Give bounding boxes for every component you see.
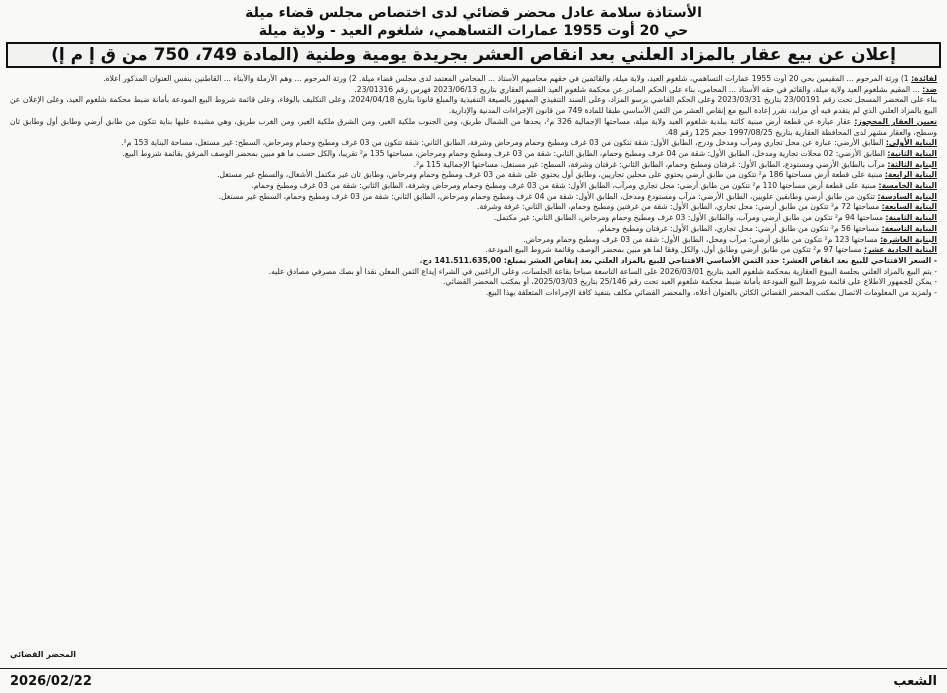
announcement-body — [10, 74, 937, 652]
text-building-7: مساحتها 72 م² تتكون من طابق أرضي: محل تجاري، الطابق الأول: شقة من غرفتين ومطبخ وحمام، الطابق الثاني: غرفة وشرفة. — [477, 202, 880, 212]
label-building-1: البناية الأولى: — [885, 138, 937, 148]
label-building-5: البناية الخامسة: — [878, 181, 937, 191]
bailiff-office-line: الأستاذة سلامة عادل محضر قضائي لدى اختصاص مجلس قضاء ميلة — [245, 5, 702, 21]
paragraph-building-6 — [10, 192, 937, 203]
paragraph-against — [10, 85, 937, 96]
paragraph-building-9 — [10, 224, 937, 235]
label-property: تعيين العقار المحجوز: — [854, 116, 937, 126]
paragraph-opening-price: - السعر الافتتاحي للبيع بعد انقاص العشر: حدد الثمن الأساسي الافتتاحي للبيع بالمزاد العلني بعد إنقاص العشر بمبلغ: 141.511.635,00 دج. — [419, 255, 937, 265]
footer-divider — [0, 668, 947, 669]
newspaper-name: الشعب — [893, 673, 937, 689]
text-building-3: مرآب بالطابق الأرضي ومستودع، الطابق الأول: غرفتان ومطبخ وحمام، الطابق الثاني: غرفتان وشرفة، السطح: غير مستغل، مساحتها الإجمالية 115 م². — [413, 159, 885, 169]
label-building-6: البناية السادسة: — [877, 191, 937, 201]
paragraph-building-11 — [10, 245, 937, 256]
paragraph-building-7 — [10, 202, 937, 213]
label-building-2: البناية الثانية: — [887, 148, 937, 158]
paragraph-beneficiaries — [10, 74, 937, 85]
label-building-4: البناية الرابعة: — [884, 170, 937, 180]
text-building-2: الطابق الأرضي: 02 محلات تجارية ومدخل، الطابق الأول: شقة من 04 غرف ومطبخ وحمام، الطابق الثاني: شقة من 03 غرف ومطبخ وحمام ومرحاض، مساحتها 135 م² تقريبا، والكل حسب ما هو مبين بمحضر الوصف المرفق بقائمة شروط البيع. — [122, 148, 885, 158]
label-building-7: البناية السابعة: — [881, 202, 937, 212]
text-building-8: مساحتها 94 م² تتكون من طابق أرضي ومرآب، والطابق الأول: 03 غرف ومطبخ وحمام ومرحاض، الطابق الثاني: غير مكتمل. — [493, 213, 884, 223]
text-building-11: مساحتها 97 م² تتكون من طابق أرضي وطابق أول، والكل وفقا لما هو مبين بمحضر الوصف وقائمة شروط البيع المودعة. — [485, 245, 862, 255]
bailiff-signature: المحضر القضائي — [10, 650, 77, 659]
label-building-9: البناية التاسعة: — [881, 223, 937, 233]
text-building-4: مبنية على قطعة أرض مساحتها 186 م² تتكون من طابق أرضي يحتوي على محلين تجاريين، وطابق أول يحتوي على شقة من 03 غرف ومطبخ وحمام ومرحاض، وطابق ثان غير مكتمل الأشغال، والسطح غير مستغل. — [217, 170, 883, 180]
label-building-8: البناية الثامنة: — [885, 213, 937, 223]
text-against: ... المقيم بشلغوم العيد ولاية ميلة، والقائم في حقه الأستاذ ... المحامي، بناء على الحكم الصادر عن محكمة شلغوم العيد القسم العقاري بتاريخ 2023/06/13 فهرس رقم 23/01316. — [354, 84, 920, 94]
paragraph-building-1 — [10, 138, 937, 149]
announcement-title: إعلان عن بيع عقار بالمزاد العلني بعد انقاص العشر بجريدة يومية وطنية (المادة 749، 750 من ق إ م إ) — [6, 42, 941, 68]
paragraph-contact: - ولمزيد من المعلومات الاتصال بمكتب المحضر القضائي الكائن بالعنوان أعلاه، والمحضر القضائي مكلف بتنفيذ كافة الإجراءات المتعلقة بهذا البيع. — [485, 288, 937, 298]
paragraph-building-3 — [10, 160, 937, 171]
paragraph-building-2 — [10, 149, 937, 160]
paragraph-legal-basis: بناء على المحضر المسجل تحت رقم 23/00191 بتاريخ 2023/03/31 وعلى الحكم القاضي برسو المزاد، وعلى السند التنفيذي الممهور بالصيغة التنفيذية والمبلغ قانونا بتاريخ 2024/04/18، وعلى التكليف بالوفاء، وعلى قائمة شروط البيع المودعة بأمانة ضبط محكمة شلغوم العيد، وعلى الإعلان عن البيع بالمزاد العلني الذي لم يتقدم فيه أي مزايد، تقرر إعادة البيع مع إنقاص العشر من الثمن الأساسي طبقا للمادة 749 من قانون الإجراءات المدنية والإدارية. — [10, 95, 937, 116]
office-header — [0, 4, 947, 40]
text-building-1: الطابق الأرضي: عبارة عن محل تجاري ومرآب ومدخل ودرج، الطابق الأول: شقة تتكون من 03 غرف ومطبخ وحمام ومرحاض وشرفة، الطابق الثاني: شقة تتكون من 03 غرف ومطبخ وحمام ومرحاض، السطح: غير مستغل، مساحة البناية 153 م². — [121, 138, 884, 148]
label-beneficiaries: لفائدة: — [911, 74, 937, 83]
text-building-6: تتكون من طابق أرضي وطابقين علويين، الطابق الأرضي: مرآب ومستودع ومدخل، الطابق الأول: شقة من 04 غرف ومطبخ وحمام ومرحاض، الطابق الثاني: شقة من 03 غرف ومطبخ وحمام، السطح غير مستغل. — [218, 191, 875, 201]
label-against: ضد: — [922, 84, 937, 94]
text-building-10: مساحتها 123 م² تتكون من طابق أرضي: مرآب ومحل، الطابق الأول: شقة من 03 غرف ومطبخ وحمام ومرحاض. — [523, 234, 878, 244]
publication-date: 2026/02/22 — [10, 673, 92, 689]
paragraph-property — [10, 117, 937, 138]
label-building-11: البناية الحادية عشر: — [863, 245, 937, 255]
bailiff-address-line: حي 20 أوت 1955 عمارات التساهمي، شلغوم العيد - ولاية ميلة — [258, 23, 689, 39]
paragraph-building-8 — [10, 213, 937, 224]
paragraph-conditions-deposit: - يمكن للجمهور الاطلاع على قائمة شروط البيع المودعة بأمانة ضبط محكمة شلغوم العيد تحت رقم 25/146 بتاريخ 2025/03/03، أو بمكتب المحضر القضائي. — [443, 277, 937, 287]
paragraph-auction-date: - يتم البيع بالمزاد العلني بجلسة البيوع العقارية بمحكمة شلغوم العيد بتاريخ 2026/03/01 على الساعة التاسعة صباحا بقاعة الجلسات، وعلى الراغبين في الشراء إيداع الثمن المعلن نقدا أو بصك مصرفي مصادق عليه. — [268, 266, 937, 276]
paragraph-building-4 — [10, 170, 937, 181]
text-building-9: مساحتها 56 م² تتكون من طابق أرضي: محل تجاري، الطابق الأول: غرفتان ومطبخ وحمام. — [597, 223, 880, 233]
text-building-5: مبنية على قطعة أرض مساحتها 110 م² تتكون من طابق أرضي: محل تجاري ومرآب، الطابق الأول: شقة من 03 غرف ومطبخ وحمام ومرحاض وشرفة، الطابق الثاني: شقة من 03 غرف ومطبخ وحمام. — [251, 181, 877, 191]
text-property: عقار عبارة عن قطعة أرض مبنية كائنة ببلدية شلغوم العيد ولاية ميلة، مساحتها الإجمالية 326 م²، يحدها من الشمال طريق، ومن الجنوب ملكية الغير، ومن الشرق ملكية الغير، ومن الغرب طريق، وهي مشيدة عليها بناية تتكون من طابق أرضي وطابق أول وطابق ثان وسطح، والعقار مشهر لدى المحافظة العقارية بتاريخ 1997/08/25 حجم 125 رقم 48. — [10, 116, 937, 137]
label-building-3: البناية الثالثة: — [887, 159, 937, 169]
label-building-10: البناية العاشرة: — [880, 234, 937, 244]
paragraph-building-10 — [10, 235, 937, 246]
text-beneficiaries: 1) ورثة المرحوم ... المقيمين بحي 20 أوت 1955 عمارات التساهمي، شلغوم العيد، ولاية ميلة، والقائمين في حقهم محاميهم الأستاذ ... المحامي المعتمد لدى مجلس قضاء ميلة. 2) ورثة المرحوم ... وهم الأرملة والأبناء ... القاطنين بنفس العنوان المذكور أعلاه. — [103, 74, 909, 83]
paragraph-building-5 — [10, 181, 937, 192]
page-footer — [0, 671, 947, 691]
